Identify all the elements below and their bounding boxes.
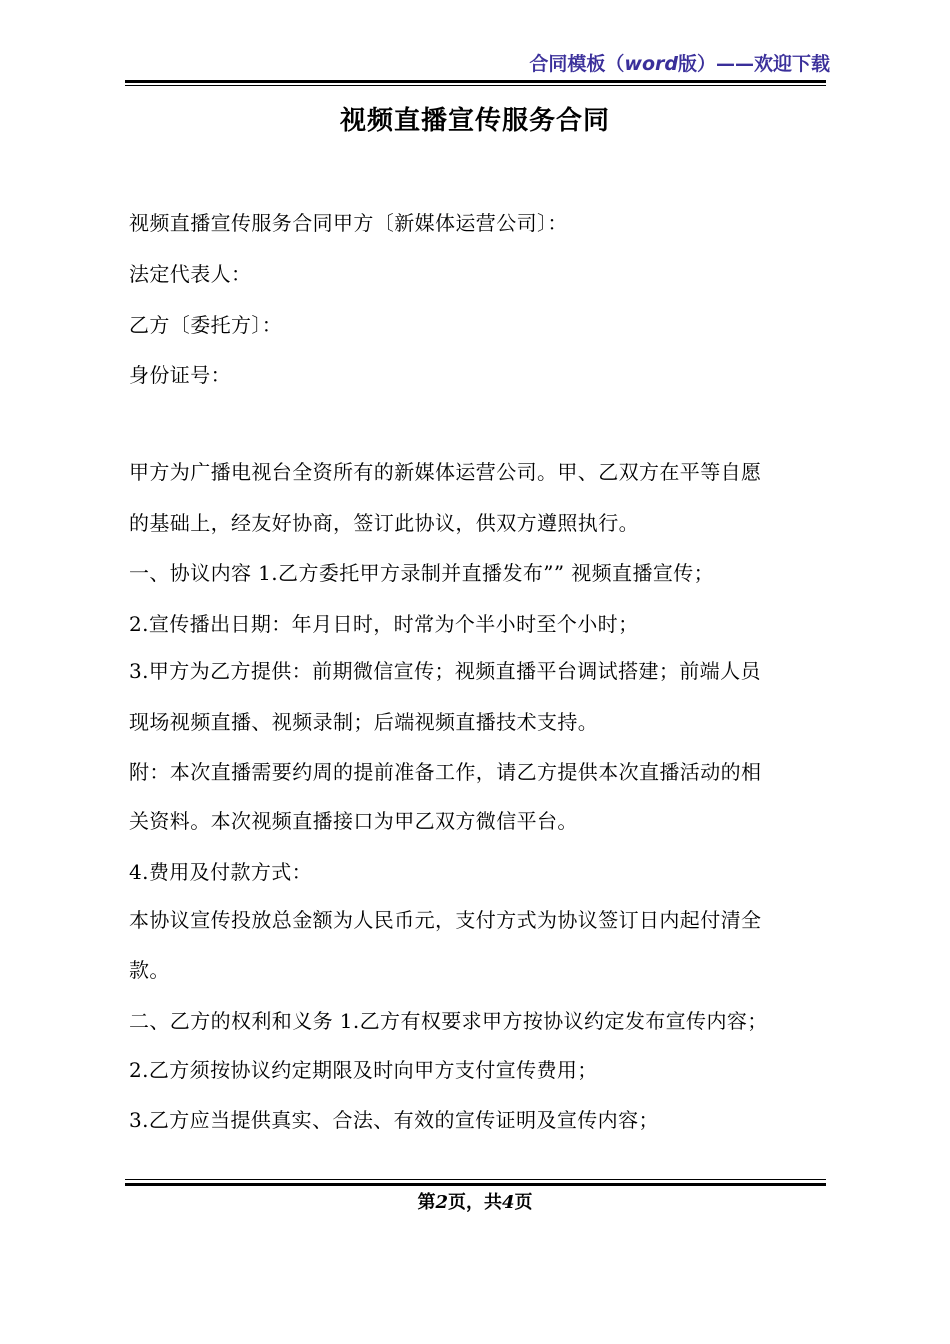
body-line-16: 二、乙方的权利和义务 1.乙方有权要求甲方按协议约定发布宣传内容； <box>129 1009 768 1033</box>
body-line-13: 4.费用及付款方式： <box>129 860 313 884</box>
header-word: word <box>624 53 678 75</box>
body-line-9: 3.甲方为乙方提供：前期微信宣传；视频直播平台调试搭建；前端人员 <box>129 659 761 683</box>
footer-text-2: 页，共 <box>448 1192 502 1213</box>
footer-rule-thick <box>125 1183 826 1186</box>
body-line-4: 身份证号： <box>129 363 231 387</box>
body-line-18: 3.乙方应当提供真实、合法、有效的宣传证明及宣传内容； <box>129 1108 659 1132</box>
footer-rule-thin <box>125 1179 826 1180</box>
body-line-2: 法定代表人： <box>129 262 252 286</box>
body-line-11: 附：本次直播需要约周的提前准备工作，请乙方提供本次直播活动的相 <box>129 760 762 784</box>
page-number <box>0 1188 950 1214</box>
body-line-12: 关资料。本次视频直播接口为甲乙双方微信平台。 <box>129 809 578 833</box>
header-suffix: 版）——欢迎下载 <box>677 53 830 75</box>
document-title: 视频直播宣传服务合同 <box>339 106 610 136</box>
body-line-8: 2.宣传播出日期：年月日时，时常为个半小时至个小时； <box>129 612 639 636</box>
footer-page: 2 <box>435 1192 448 1213</box>
body-line-3: 乙方〔委托方〕： <box>129 313 283 337</box>
body-line-6: 的基础上，经友好协商，签订此协议，供双方遵照执行。 <box>129 511 639 535</box>
body-line-5: 甲方为广播电视台全资所有的新媒体运营公司。甲、乙双方在平等自愿 <box>129 460 762 484</box>
body-line-7: 一、协议内容 1.乙方委托甲方录制并直播发布”” 视频直播宣传； <box>129 561 715 585</box>
body-line-15: 款。 <box>129 958 170 982</box>
body-line-10: 现场视频直播、视频录制；后端视频直播技术支持。 <box>129 710 599 734</box>
header-rule-thick <box>125 80 826 83</box>
header-prefix: 合同模板（ <box>529 53 625 75</box>
body-line-14: 本协议宣传投放总金额为人民币元，支付方式为协议签订日内起付清全 <box>129 908 762 932</box>
body-line-1: 视频直播宣传服务合同甲方〔新媒体运营公司〕： <box>129 211 568 235</box>
footer-text-1: 第 <box>417 1192 436 1213</box>
header-rule-thin <box>125 85 826 86</box>
footer-total: 4 <box>502 1192 515 1213</box>
body-line-17: 2.乙方须按协议约定期限及时向甲方支付宣传费用； <box>129 1058 598 1082</box>
page-header <box>529 49 830 76</box>
footer-text-3: 页 <box>514 1192 533 1213</box>
